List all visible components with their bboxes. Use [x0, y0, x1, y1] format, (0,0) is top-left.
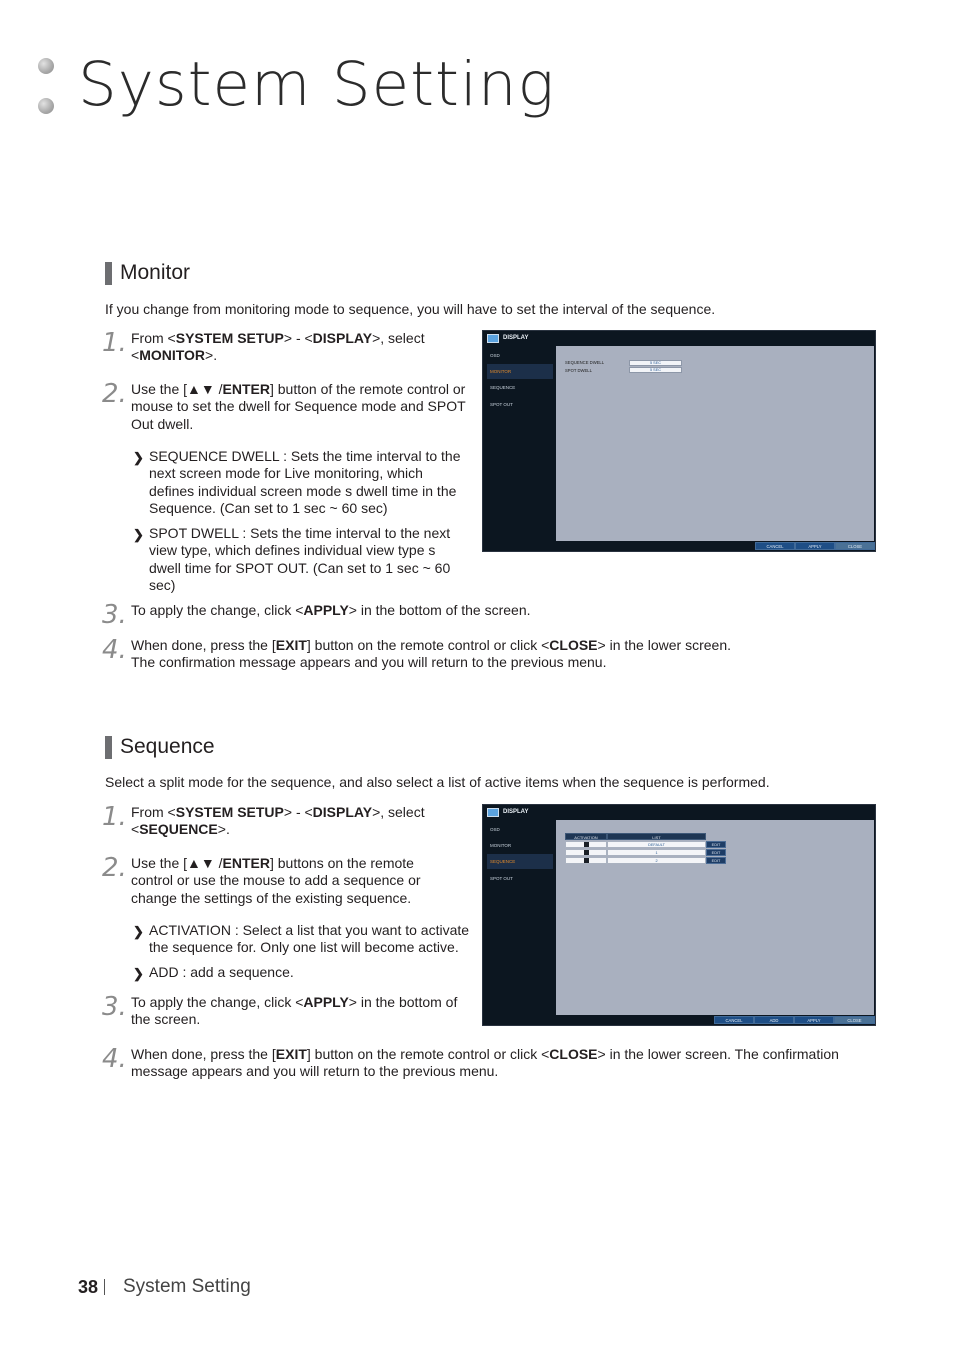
bullet-chevron-icon: ❯ — [133, 966, 144, 981]
footer-divider — [104, 1279, 105, 1295]
step-text: When done, press the [EXIT] button on the remote control or click <CLOSE> in the lower screen. The confirmation message appears and you will return to the previous menu. — [131, 637, 731, 671]
close-button[interactable]: CLOSE — [834, 1016, 875, 1024]
table-header-list: LIST — [607, 833, 706, 840]
step-number: 2. — [102, 379, 127, 409]
list-cell[interactable]: 2 — [607, 857, 706, 864]
step-text: Use the [▲▼ /ENTER] button of the remote control or mouse to set the dwell for Sequence mode and SPOT Out dwell. — [131, 381, 466, 432]
section-intro: If you change from monitoring mode to sequence, you will have to set the interval of the sequence. — [105, 301, 716, 317]
step-text: Use the [▲▼ /ENTER] buttons on the remote control or use the mouse to add a sequence or change the settings of the existing sequence. — [131, 855, 421, 906]
bullet-text: SEQUENCE DWELL : Sets the time interval to the next screen mode for Live monitoring, which defines individual screen mode s dwell time in the Sequence. (Can set to 1 sec ~ 60 sec) — [149, 448, 461, 516]
dvr-title-bar — [487, 807, 528, 817]
bullet-text: SPOT DWELL : Sets the time interval to the next view type, which defines individual view type s dwell time for SPOT OUT. (Can set to 1 sec ~ 60 sec) — [149, 525, 451, 593]
monitor-icon — [487, 334, 499, 343]
cancel-button[interactable]: CANCEL — [755, 542, 795, 550]
dvr-title-bar — [487, 333, 528, 343]
apply-button[interactable]: APPLY — [794, 1016, 834, 1024]
step-text: To apply the change, click <APPLY> in the bottom of the screen. — [131, 602, 531, 618]
dvr-content-area — [556, 346, 874, 541]
step-number: 2. — [102, 853, 127, 883]
dvr-screenshot-sequence — [482, 804, 876, 1026]
section-heading-monitor — [105, 260, 190, 286]
step-number: 3. — [102, 600, 127, 630]
dvr-screenshot-monitor — [482, 330, 876, 552]
dvr-menu-osd[interactable]: OSD — [490, 353, 500, 358]
activation-checkbox[interactable] — [584, 850, 589, 855]
edit-button[interactable]: EDIT — [706, 841, 726, 848]
dvr-content-area — [556, 820, 874, 1015]
field-label: SPOT DWELL — [565, 368, 592, 373]
dvr-menu-monitor[interactable]: MONITOR — [487, 364, 553, 379]
activation-checkbox[interactable] — [584, 858, 589, 863]
bullet-text: ADD : add a sequence. — [149, 964, 294, 980]
dvr-title: DISPLAY — [503, 335, 529, 341]
section-heading-sequence — [105, 734, 215, 760]
step-number: 4. — [102, 635, 127, 665]
footer-section-title: System Setting — [123, 1276, 251, 1297]
step-text: When done, press the [EXIT] button on the remote control or click <CLOSE> in the lower screen. The confirmation message appears and you will return to the previous menu. — [131, 1046, 839, 1080]
section-intro: Select a split mode for the sequence, and also select a list of active items when the sequence is performed. — [105, 774, 770, 790]
step-text: From <SYSTEM SETUP> - <DISPLAY>, select <MONITOR>. — [131, 330, 425, 364]
step-number: 3. — [102, 992, 127, 1022]
step-text: From <SYSTEM SETUP> - <DISPLAY>, select <SEQUENCE>. — [131, 804, 425, 838]
dvr-menu-osd[interactable]: OSD — [490, 827, 500, 832]
apply-button[interactable]: APPLY — [795, 542, 835, 550]
dvr-title: DISPLAY — [503, 809, 529, 815]
page-title: System Setting — [78, 49, 556, 120]
list-cell[interactable]: DEFAULT — [607, 841, 706, 848]
heading-bar — [105, 736, 112, 759]
field-label: SEQUENCE DWELL — [565, 360, 605, 365]
page-number: 38 — [78, 1277, 99, 1297]
bullet-chevron-icon: ❯ — [133, 527, 144, 542]
title-bullet-icon — [38, 98, 54, 114]
sequence-dwell-select[interactable]: 5 SEC — [629, 360, 682, 366]
heading-bar — [105, 262, 112, 285]
bullet-chevron-icon: ❯ — [133, 924, 144, 939]
step-number: 1. — [102, 328, 127, 358]
monitor-icon — [487, 808, 499, 817]
step-number: 4. — [102, 1044, 127, 1074]
table-row[interactable] — [565, 841, 607, 848]
close-button[interactable]: CLOSE — [835, 542, 875, 550]
activation-checkbox[interactable] — [584, 842, 589, 847]
add-button[interactable]: ADD — [754, 1016, 794, 1024]
bullet-chevron-icon: ❯ — [133, 450, 144, 465]
edit-button[interactable]: EDIT — [706, 857, 726, 864]
table-row[interactable] — [565, 849, 607, 856]
dvr-menu-monitor[interactable]: MONITOR — [490, 843, 512, 848]
list-cell[interactable]: 1 — [607, 849, 706, 856]
table-header-activation: ACTIVATION — [565, 833, 607, 840]
title-bullet-icon — [38, 58, 54, 74]
bullet-text: ACTIVATION : Select a list that you want to activate the sequence for. Only one list will become active. — [149, 922, 470, 956]
dvr-menu-spot-out[interactable]: SPOT OUT — [490, 876, 513, 881]
section-title: Monitor — [120, 261, 191, 284]
dvr-menu-spot-out[interactable]: SPOT OUT — [490, 402, 513, 407]
edit-button[interactable]: EDIT — [706, 849, 726, 856]
spot-dwell-select[interactable]: 5 SEC — [629, 367, 682, 373]
table-row[interactable] — [565, 857, 607, 864]
dvr-menu-sequence[interactable]: SEQUENCE — [487, 854, 553, 869]
dvr-menu-sequence[interactable]: SEQUENCE — [490, 385, 516, 390]
step-number: 1. — [102, 802, 127, 832]
step-text: To apply the change, click <APPLY> in the bottom of the screen. — [131, 994, 458, 1028]
section-title: Sequence — [120, 735, 215, 758]
cancel-button[interactable]: CANCEL — [714, 1016, 754, 1024]
